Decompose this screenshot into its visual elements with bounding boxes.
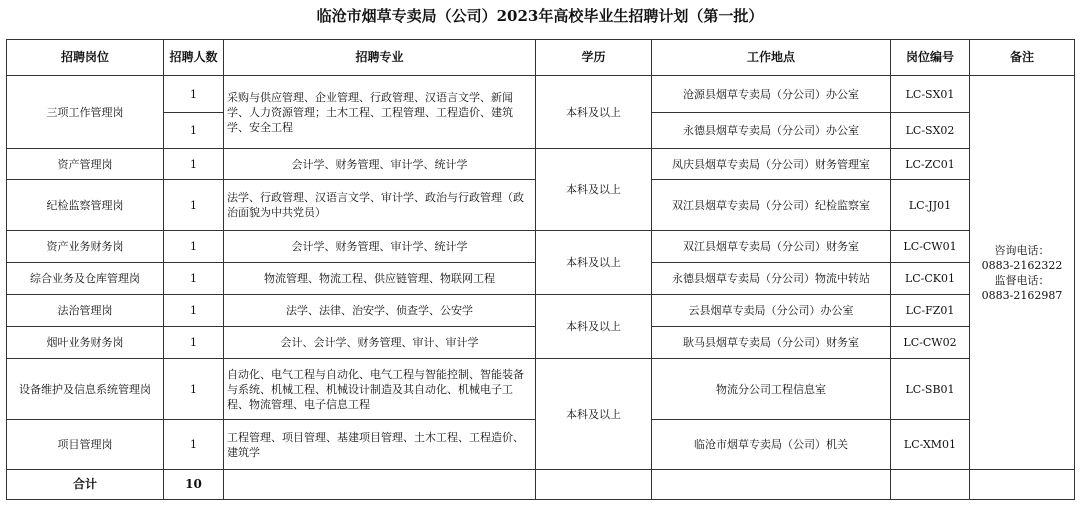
header-count: 招聘人数 xyxy=(164,40,224,76)
count-cell: 1 xyxy=(164,420,224,470)
location-cell: 云县烟草专卖局（分公司）办公室 xyxy=(652,295,891,327)
location-cell: 物流分公司工程信息室 xyxy=(652,359,891,420)
location-cell: 双江县烟草专卖局（分公司）纪检监察室 xyxy=(652,180,891,231)
code-cell: LC-CK01 xyxy=(891,263,970,295)
count-cell: 1 xyxy=(164,149,224,180)
code-cell: LC-CW02 xyxy=(891,327,970,359)
table-row xyxy=(7,359,1075,420)
empty-cell xyxy=(891,470,970,500)
page-title: 临沧市烟草专卖局（公司）2023年高校毕业生招聘计划（第一批） xyxy=(316,7,764,25)
header-location: 工作地点 xyxy=(652,40,891,76)
location-cell: 双江县烟草专卖局（分公司）财务室 xyxy=(652,231,891,263)
empty-cell xyxy=(536,470,652,500)
count-cell: 1 xyxy=(164,359,224,420)
code-cell: LC-FZ01 xyxy=(891,295,970,327)
code-cell: LC-SX02 xyxy=(891,113,970,149)
code-cell: LC-ZC01 xyxy=(891,149,970,180)
header-note: 备注 xyxy=(970,40,1075,76)
position-cell: 资产管理岗 xyxy=(7,149,164,180)
code-cell: LC-SB01 xyxy=(891,359,970,420)
table-row xyxy=(7,295,1075,327)
table-row xyxy=(7,76,1075,113)
header-major: 招聘专业 xyxy=(224,40,536,76)
code-cell: LC-CW01 xyxy=(891,231,970,263)
location-cell: 永德县烟草专卖局（分公司）办公室 xyxy=(652,113,891,149)
major-cell: 会计学、财务管理、审计学、统计学 xyxy=(224,149,536,180)
note-line: 0883-2162322 xyxy=(981,258,1063,272)
recruitment-table xyxy=(6,39,1075,500)
table-row xyxy=(7,149,1075,180)
major-cell: 工程管理、项目管理、基建项目管理、土木工程、工程造价、建筑学 xyxy=(224,420,536,470)
empty-cell xyxy=(970,470,1075,500)
position-cell: 三项工作管理岗 xyxy=(7,76,164,149)
major-cell: 会计、会计学、财务管理、审计、审计学 xyxy=(224,327,536,359)
major-cell: 物流管理、物流工程、供应链管理、物联网工程 xyxy=(224,263,536,295)
count-cell: 1 xyxy=(164,263,224,295)
total-count: 10 xyxy=(164,470,224,500)
code-cell: LC-JJ01 xyxy=(891,180,970,231)
note-line: 0883-2162987 xyxy=(981,288,1063,302)
position-cell: 项目管理岗 xyxy=(7,420,164,470)
empty-cell xyxy=(224,470,536,500)
count-cell: 1 xyxy=(164,76,224,113)
code-cell: LC-XM01 xyxy=(891,420,970,470)
education-cell: 本科及以上 xyxy=(536,359,652,470)
major-cell: 自动化、电气工程与自动化、电气工程与智能控制、智能装备与系统、机械工程、机械设计制造及其自动化、机械电子工程、物流管理、电子信息工程 xyxy=(224,359,536,420)
position-cell: 设备维护及信息系统管理岗 xyxy=(7,359,164,420)
location-cell: 凤庆县烟草专卖局（分公司）财务管理室 xyxy=(652,149,891,180)
count-cell: 1 xyxy=(164,327,224,359)
total-row xyxy=(7,470,1075,500)
note-line: 监督电话： xyxy=(994,273,1050,287)
note-cell xyxy=(970,76,1075,470)
education-cell: 本科及以上 xyxy=(536,76,652,149)
education-cell: 本科及以上 xyxy=(536,149,652,231)
header-education: 学历 xyxy=(536,40,652,76)
location-cell: 临沧市烟草专卖局（公司）机关 xyxy=(652,420,891,470)
empty-cell xyxy=(652,470,891,500)
position-cell: 烟叶业务财务岗 xyxy=(7,327,164,359)
position-cell: 法治管理岗 xyxy=(7,295,164,327)
count-cell: 1 xyxy=(164,180,224,231)
note-line: 咨询电话： xyxy=(994,243,1050,257)
position-cell: 资产业务财务岗 xyxy=(7,231,164,263)
position-cell: 纪检监察管理岗 xyxy=(7,180,164,231)
major-cell: 采购与供应管理、企业管理、行政管理、汉语言文学、新闻学、人力资源管理；土木工程、工程管理、工程造价、建筑学、安全工程 xyxy=(224,76,536,149)
education-cell: 本科及以上 xyxy=(536,295,652,359)
location-cell: 永德县烟草专卖局（分公司）物流中转站 xyxy=(652,263,891,295)
location-cell: 耿马县烟草专卖局（分公司）财务室 xyxy=(652,327,891,359)
table-header-row xyxy=(7,40,1075,76)
count-cell: 1 xyxy=(164,113,224,149)
major-cell: 法学、法律、治安学、侦查学、公安学 xyxy=(224,295,536,327)
major-cell: 法学、行政管理、汉语言文学、审计学、政治与行政管理（政治面貌为中共党员） xyxy=(224,180,536,231)
count-cell: 1 xyxy=(164,295,224,327)
header-position: 招聘岗位 xyxy=(7,40,164,76)
position-cell: 综合业务及仓库管理岗 xyxy=(7,263,164,295)
major-cell: 会计学、财务管理、审计学、统计学 xyxy=(224,231,536,263)
education-cell: 本科及以上 xyxy=(536,231,652,295)
header-code: 岗位编号 xyxy=(891,40,970,76)
count-cell: 1 xyxy=(164,231,224,263)
location-cell: 沧源县烟草专卖局（分公司）办公室 xyxy=(652,76,891,113)
total-label: 合计 xyxy=(7,470,164,500)
code-cell: LC-SX01 xyxy=(891,76,970,113)
table-row xyxy=(7,231,1075,263)
